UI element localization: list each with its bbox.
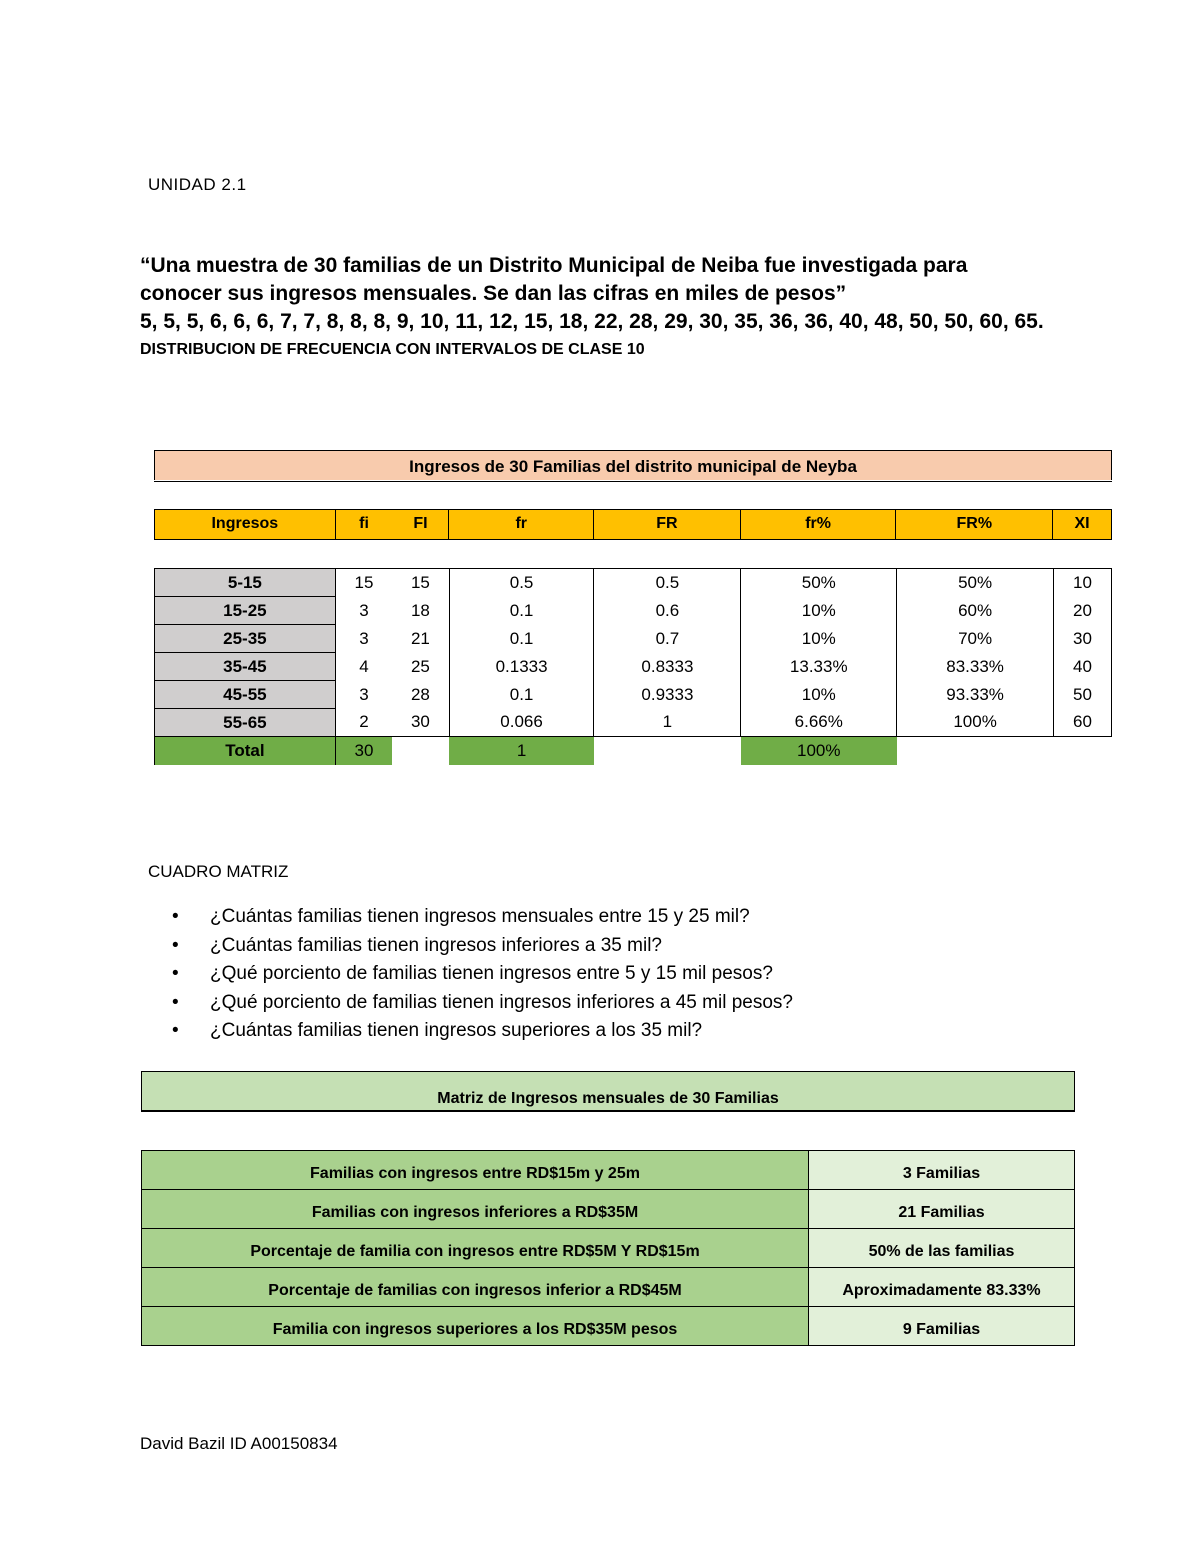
table-row	[142, 1307, 1075, 1346]
fr-cell: 0.5	[449, 569, 594, 597]
statement-line-1: “Una muestra de 30 familias de un Distrito Municipal de Neiba fue investigada para	[140, 254, 968, 277]
problem-statement	[140, 252, 1100, 362]
table-row	[155, 625, 1112, 653]
matrix-question: Familias con ingresos inferiores a RD$35M	[142, 1190, 809, 1229]
fr-cell: 0.066	[449, 709, 594, 737]
fi-cell: 2	[335, 709, 392, 737]
fi-cell: 4	[335, 653, 392, 681]
xi-cell: 40	[1054, 653, 1112, 681]
list-item: • ¿Cuántas familias tienen ingresos mensuales entre 15 y 25 mil?	[170, 903, 793, 932]
range-cell: 15-25	[155, 597, 336, 625]
fr-cell: 0.1	[449, 597, 594, 625]
FI-cell: 21	[392, 625, 449, 653]
table-row	[142, 1151, 1075, 1190]
list-item: • ¿Cuántas familias tienen ingresos superiores a los 35 mil?	[170, 1017, 793, 1046]
list-item: • ¿Qué porciento de familias tienen ingresos inferiores a 45 mil pesos?	[170, 989, 793, 1018]
FR-cell: 0.8333	[594, 653, 741, 681]
FI-cell: 15	[392, 569, 449, 597]
header-ingresos: Ingresos	[155, 510, 336, 539]
list-item: • ¿Qué porciento de familias tienen ingresos entre 5 y 15 mil pesos?	[170, 960, 793, 989]
range-cell: 25-35	[155, 625, 336, 653]
FR-cell: 0.6	[594, 597, 741, 625]
fi-cell: 3	[335, 625, 392, 653]
matrix-question: Porcentaje de familias con ingresos inferior a RD$45M	[142, 1268, 809, 1307]
table-row	[155, 681, 1112, 709]
matrix-question: Familia con ingresos superiores a los RD$35M pesos	[142, 1307, 809, 1346]
fr-cell: 0.1	[449, 681, 594, 709]
header-fr-pct: fr%	[741, 510, 897, 539]
FR-pct-cell: 93.33%	[897, 681, 1054, 709]
empty-cell	[897, 737, 1054, 765]
matrix-table	[141, 1150, 1075, 1346]
FR-pct-cell: 100%	[897, 709, 1054, 737]
statement-line-2: conocer sus ingresos mensuales. Se dan las cifras en miles de pesos”	[140, 282, 847, 305]
total-fr: 1	[449, 737, 594, 765]
fr-cell: 0.1333	[449, 653, 594, 681]
fr-pct-cell: 13.33%	[741, 653, 897, 681]
header-fi: fi	[359, 515, 369, 532]
matrix-answer: 3 Familias	[809, 1151, 1075, 1190]
matrix-answer: Aproximadamente 83.33%	[809, 1268, 1075, 1307]
fi-cell: 3	[335, 681, 392, 709]
xi-cell: 20	[1054, 597, 1112, 625]
FR-pct-cell: 70%	[897, 625, 1054, 653]
table-row	[142, 1268, 1075, 1307]
table-row	[155, 653, 1112, 681]
title-divider	[154, 481, 1112, 482]
question-list	[170, 903, 793, 1046]
distribution-subtitle: DISTRIBUCION DE FRECUENCIA CON INTERVALOS DE CLASE 10	[140, 341, 645, 358]
FR-pct-cell: 60%	[897, 597, 1054, 625]
fr-pct-cell: 10%	[741, 681, 897, 709]
frequency-table-title: Ingresos de 30 Familias del distrito municipal de Neyba	[154, 450, 1112, 480]
unit-label: UNIDAD 2.1	[148, 175, 247, 194]
matrix-answer: 21 Familias	[809, 1190, 1075, 1229]
empty-cell	[594, 737, 741, 765]
FI-cell: 28	[392, 681, 449, 709]
fr-pct-cell: 10%	[741, 597, 897, 625]
matrix-title: Matriz de Ingresos mensuales de 30 Familias	[141, 1071, 1075, 1112]
range-cell: 55-65	[155, 709, 336, 737]
xi-cell: 30	[1054, 625, 1112, 653]
FR-pct-cell: 83.33%	[897, 653, 1054, 681]
fi-cell: 15	[335, 569, 392, 597]
table-row	[142, 1229, 1075, 1268]
header-fr: fr	[449, 510, 594, 539]
fr-pct-cell: 10%	[741, 625, 897, 653]
list-item: • ¿Cuántas familias tienen ingresos inferiores a 35 mil?	[170, 932, 793, 961]
table-row	[155, 709, 1112, 737]
FR-cell: 0.9333	[594, 681, 741, 709]
total-label: Total	[155, 737, 336, 765]
fr-pct-cell: 6.66%	[741, 709, 897, 737]
fr-pct-cell: 50%	[741, 569, 897, 597]
matrix-answer: 9 Familias	[809, 1307, 1075, 1346]
xi-cell: 50	[1054, 681, 1112, 709]
fi-cell: 3	[335, 597, 392, 625]
FR-cell: 0.5	[594, 569, 741, 597]
data-values: 5, 5, 5, 6, 6, 6, 7, 7, 8, 8, 8, 9, 10, 11, 12, 15, 18, 22, 28, 29, 30, 35, 36, 36, 40, 48, 50, 50, 60, 65.	[140, 310, 1044, 333]
empty-cell	[1054, 737, 1112, 765]
frequency-table	[154, 568, 1112, 765]
xi-cell: 60	[1054, 709, 1112, 737]
total-row	[155, 737, 1112, 765]
table-row	[155, 597, 1112, 625]
total-fi: 30	[335, 737, 392, 765]
FI-cell: 18	[392, 597, 449, 625]
cuadro-matriz-label: CUADRO MATRIZ	[148, 862, 289, 881]
matrix-question: Porcentaje de familia con ingresos entre RD$5M Y RD$15m	[142, 1229, 809, 1268]
matrix-question: Familias con ingresos entre RD$15m y 25m	[142, 1151, 809, 1190]
total-fr-pct: 100%	[741, 737, 897, 765]
empty-cell	[392, 737, 449, 765]
FR-cell: 1	[594, 709, 741, 737]
range-cell: 45-55	[155, 681, 336, 709]
FI-cell: 25	[392, 653, 449, 681]
table-row	[155, 569, 1112, 597]
range-cell: 35-45	[155, 653, 336, 681]
table-row	[142, 1190, 1075, 1229]
header-xi: XI	[1074, 515, 1090, 532]
range-cell: 5-15	[155, 569, 336, 597]
header-FR: FR	[594, 510, 741, 539]
frequency-table-header	[154, 509, 1112, 540]
header-FR-pct: FR%	[896, 510, 1053, 539]
header-FI: FI	[393, 510, 450, 539]
FR-pct-cell: 50%	[897, 569, 1054, 597]
xi-cell: 10	[1054, 569, 1112, 597]
author-footer: David Bazil ID A00150834	[140, 1434, 338, 1453]
FI-cell: 30	[392, 709, 449, 737]
FR-cell: 0.7	[594, 625, 741, 653]
matrix-answer: 50% de las familias	[809, 1229, 1075, 1268]
fr-cell: 0.1	[449, 625, 594, 653]
